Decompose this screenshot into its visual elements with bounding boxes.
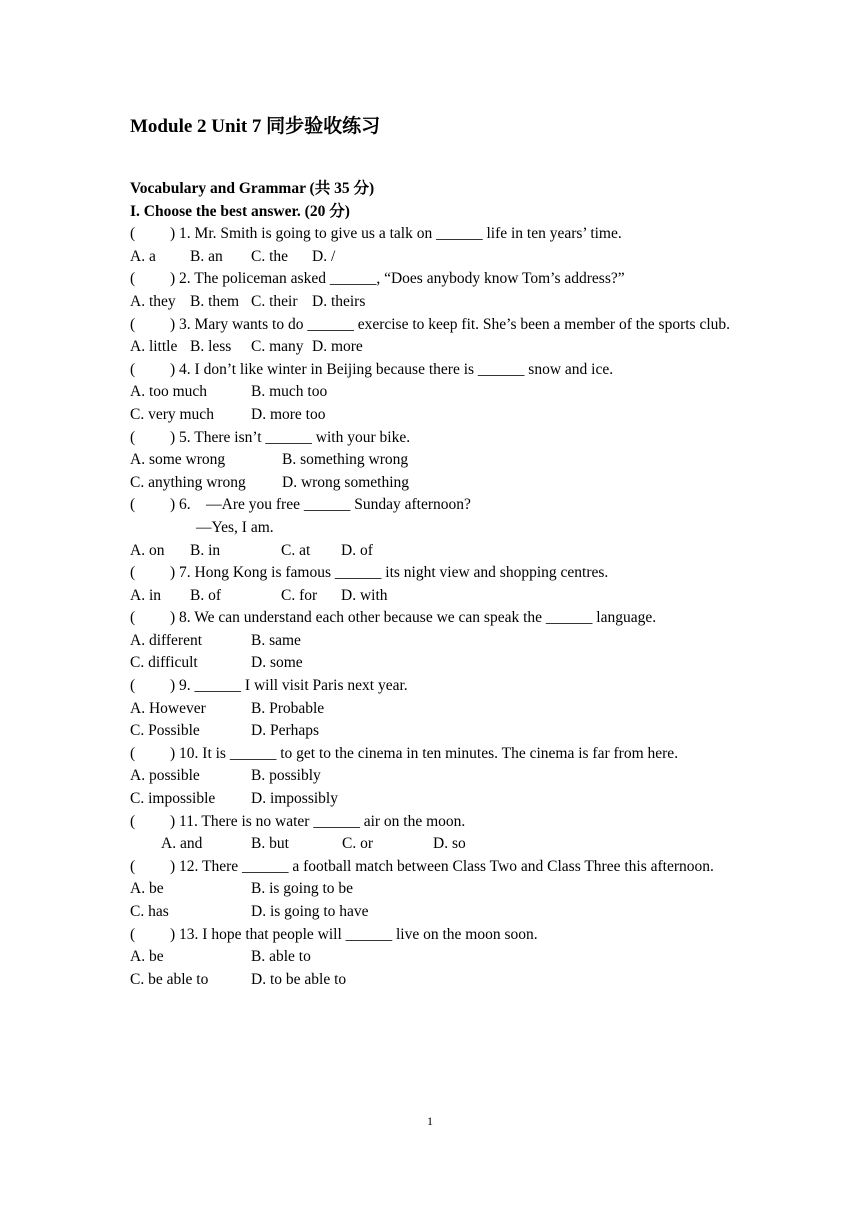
question-stem: ( ) 8. We can understand each other because we can speak the ______ language. — [130, 607, 732, 630]
option: A. possible — [130, 767, 200, 785]
option: C. very much — [130, 405, 214, 423]
option: B. able to — [251, 948, 311, 966]
question-stem: ( ) 3. Mary wants to do ______ exercise to keep fit. She’s been a member of the sports club. — [130, 314, 732, 337]
option: A. in — [130, 586, 161, 604]
document-body — [130, 114, 732, 991]
option: C. for — [281, 586, 318, 604]
option: A. too much — [130, 383, 208, 401]
question-stem: ( ) 10. It is ______ to get to the cinema in ten minutes. The cinema is far from here. — [130, 743, 732, 766]
answer-bracket[interactable]: ( — [130, 428, 136, 446]
option: B. same — [251, 631, 301, 649]
question-stem: ( ) 1. Mr. Smith is going to give us a talk on ______ life in ten years’ time. — [130, 223, 732, 246]
option: C. many — [251, 338, 304, 356]
question-stem: ( ) 2. The policeman asked ______, “Does anybody know Tom’s address?” — [130, 268, 732, 291]
option: D. with — [341, 586, 388, 604]
option: A. on — [130, 541, 165, 559]
option: C. anything wrong — [130, 473, 246, 491]
option: A. and — [161, 835, 203, 853]
option: B. in — [190, 541, 221, 559]
option: B. an — [190, 247, 223, 265]
question-options — [130, 765, 732, 788]
option: B. is going to be — [251, 880, 354, 898]
question-stem: ( ) 9. ______ I will visit Paris next year. — [130, 675, 732, 698]
option: D. some — [251, 654, 303, 672]
option: C. difficult — [130, 654, 198, 672]
option: A. be — [130, 948, 164, 966]
option: A. be — [130, 880, 164, 898]
option: B. possibly — [251, 767, 321, 785]
answer-bracket[interactable]: ( — [130, 315, 136, 333]
option: D. Perhaps — [251, 722, 320, 740]
option: D. more too — [251, 405, 326, 423]
option: C. be able to — [130, 970, 209, 988]
question-stem: ( ) 6. —Are you free ______ Sunday afternoon? — [130, 494, 732, 517]
question-options — [130, 449, 732, 472]
answer-bracket[interactable]: ( — [130, 496, 136, 514]
question-options — [130, 652, 732, 675]
question-stem: ( ) 13. I hope that people will ______ live on the moon soon. — [130, 924, 732, 947]
option: D. / — [312, 247, 336, 265]
option: A. a — [130, 247, 156, 265]
question-options — [130, 291, 732, 314]
question-options — [130, 901, 732, 924]
question-options — [130, 969, 732, 992]
answer-bracket[interactable]: ( — [130, 677, 136, 695]
option: B. Probable — [251, 699, 325, 717]
question-options — [130, 246, 732, 269]
option: D. more — [312, 338, 363, 356]
section-heading: Vocabulary and Grammar (共 35 分) — [130, 180, 375, 197]
answer-bracket[interactable]: ( — [130, 564, 136, 582]
option: D. wrong something — [282, 473, 410, 491]
question-options — [130, 381, 732, 404]
answer-bracket[interactable]: ( — [130, 270, 136, 288]
option: B. but — [251, 835, 289, 853]
option: B. something wrong — [282, 451, 409, 469]
question-options — [130, 404, 732, 427]
answer-bracket[interactable]: ( — [130, 225, 136, 243]
option: A. However — [130, 699, 206, 717]
option: A. little — [130, 338, 178, 356]
option: D. to be able to — [251, 970, 347, 988]
answer-bracket[interactable]: ( — [130, 812, 136, 830]
option: C. impossible — [130, 790, 216, 808]
question-stem: ( ) 12. There ______ a football match between Class Two and Class Three this afternoon. — [130, 856, 732, 879]
question-stem: ( ) 5. There isn’t ______ with your bike. — [130, 427, 732, 450]
question-options — [130, 788, 732, 811]
option: A. they — [130, 292, 176, 310]
question-options — [130, 720, 732, 743]
document-title: Module 2 Unit 7 同步验收练习 — [130, 116, 381, 137]
option: C. Possible — [130, 722, 200, 740]
option: D. impossibly — [251, 790, 338, 808]
question-stem: ( ) 7. Hong Kong is famous ______ its night view and shopping centres. — [130, 562, 732, 585]
option: A. some wrong — [130, 451, 226, 469]
answer-bracket[interactable]: ( — [130, 744, 136, 762]
option: B. much too — [251, 383, 328, 401]
answer-bracket[interactable]: ( — [130, 925, 136, 943]
question-options — [130, 540, 732, 563]
option: B. less — [190, 338, 232, 356]
answer-bracket[interactable]: ( — [130, 360, 136, 378]
option: D. is going to have — [251, 903, 369, 920]
question-options — [130, 946, 732, 969]
option: C. or — [342, 835, 373, 853]
option: C. their — [251, 292, 298, 310]
question-options — [130, 585, 732, 608]
question-stem: ( ) 4. I don’t like winter in Beijing because there is ______ snow and ice. — [130, 359, 732, 382]
option: C. has — [130, 903, 169, 920]
answer-bracket[interactable]: ( — [130, 857, 136, 875]
answer-bracket[interactable]: ( — [130, 609, 136, 627]
option: D. theirs — [312, 292, 366, 310]
option: D. so — [433, 835, 466, 853]
question-options — [130, 833, 732, 856]
page-number: 1 — [427, 1114, 433, 1128]
question-options — [130, 336, 732, 359]
option: C. the — [251, 247, 289, 265]
dialogue-reply: —Yes, I am. — [196, 518, 274, 536]
question-stem: ( ) 11. There is no water ______ air on the moon. — [130, 811, 732, 834]
question-options — [130, 472, 732, 495]
option: A. different — [130, 631, 203, 649]
option: B. of — [190, 586, 221, 604]
option: D. of — [341, 541, 373, 559]
option: B. them — [190, 292, 240, 310]
question-options — [130, 878, 732, 901]
question-options — [130, 698, 732, 721]
option: C. at — [281, 541, 311, 559]
part-heading: I. Choose the best answer. (20 分) — [130, 202, 350, 220]
question-options — [130, 630, 732, 653]
